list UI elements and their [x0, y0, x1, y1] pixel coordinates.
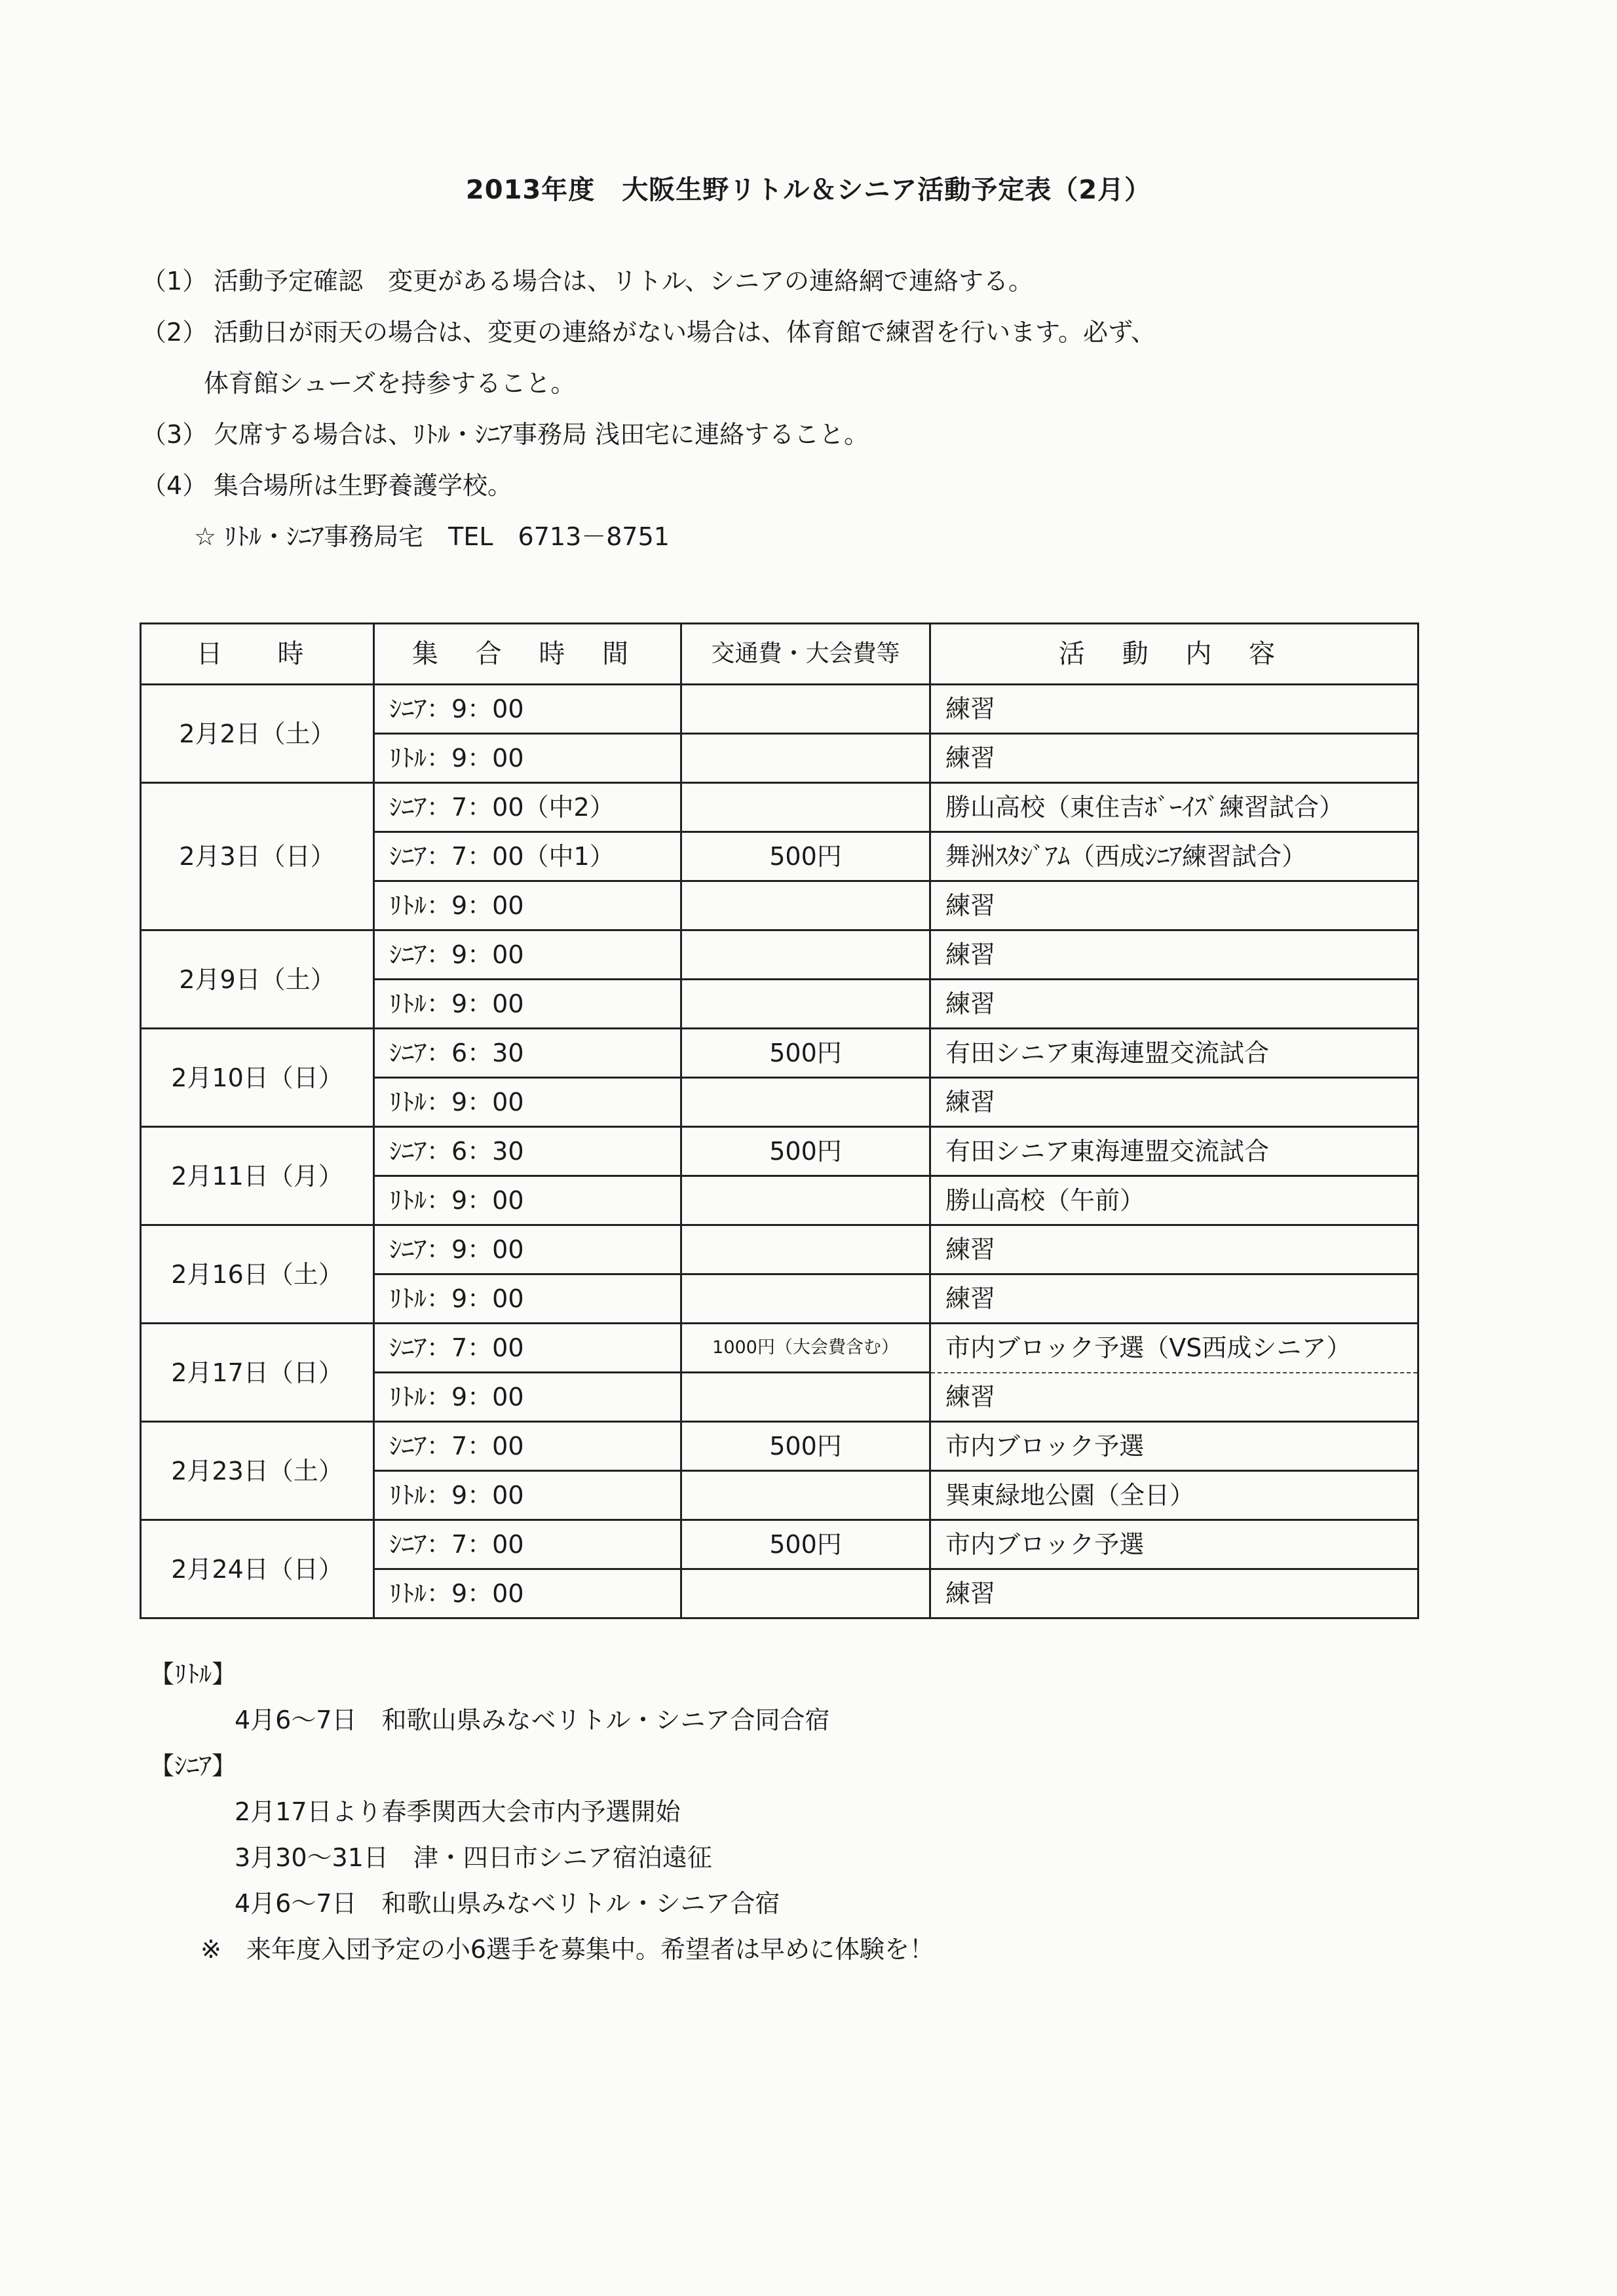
- fee-cell: [681, 685, 930, 734]
- fee-cell: [681, 734, 930, 783]
- activity-cell: 市内ブロック予選: [930, 1520, 1418, 1569]
- date-cell: 2月9日（土）: [141, 930, 374, 1029]
- meeting-time-cell: ﾘﾄﾙ：9：00: [374, 1274, 681, 1324]
- activity-cell: 有田シニア東海連盟交流試合: [930, 1029, 1418, 1078]
- date-cell: 2月17日（日）: [141, 1324, 374, 1422]
- table-row: [141, 930, 1418, 980]
- header-meeting-time: 集 合 時 間: [374, 624, 681, 685]
- meeting-time-cell: ｼﾆｱ：7：00（中2）: [374, 783, 681, 832]
- note-2-continued: [142, 368, 1517, 419]
- senior-item: 3月30～31日 津・四日市シニア宿泊遠征: [235, 1843, 712, 1872]
- little-header: 【ﾘﾄﾙ】: [149, 1660, 237, 1689]
- note-text: 活動日が雨天の場合は、変更の連絡がない場合は、体育館で練習を行います。必ず、: [214, 318, 1156, 347]
- table-row: [141, 1225, 1418, 1274]
- meeting-time-cell: ｼﾆｱ：7：00: [374, 1520, 681, 1569]
- table-header-row: [141, 624, 1418, 685]
- activity-cell: 舞洲ｽﾀｼﾞｱﾑ（西成ｼﾆｱ練習試合）: [930, 832, 1418, 881]
- note-4: [142, 470, 1517, 521]
- fee-cell: 500円: [681, 1029, 930, 1078]
- activity-cell: 勝山高校（午前）: [930, 1176, 1418, 1225]
- activity-cell: 練習: [930, 1569, 1418, 1618]
- note-number: （2）: [142, 318, 208, 347]
- meeting-time-cell: ﾘﾄﾙ：9：00: [374, 734, 681, 783]
- activity-cell: 練習: [930, 734, 1418, 783]
- schedule-table: [140, 622, 1419, 1619]
- meeting-time-cell: ｼﾆｱ：9：00: [374, 1225, 681, 1274]
- date-cell: 2月23日（土）: [141, 1422, 374, 1520]
- activity-cell: 有田シニア東海連盟交流試合: [930, 1127, 1418, 1176]
- meeting-time-cell: ﾘﾄﾙ：9：00: [374, 1078, 681, 1127]
- meeting-time-cell: ｼﾆｱ：9：00: [374, 685, 681, 734]
- fee-cell: [681, 881, 930, 930]
- note-1: [142, 265, 1517, 316]
- activity-cell: 練習: [930, 1078, 1418, 1127]
- table-row: [141, 1127, 1418, 1176]
- meeting-time-cell: ｼﾆｱ：7：00: [374, 1324, 681, 1373]
- meeting-time-cell: ﾘﾄﾙ：9：00: [374, 1569, 681, 1618]
- note-text: 欠席する場合は、ﾘﾄﾙ・ｼﾆｱ事務局 浅田宅に連絡すること。: [214, 420, 869, 449]
- date-cell: 2月24日（日）: [141, 1520, 374, 1618]
- activity-cell: 練習: [930, 1373, 1418, 1422]
- activity-cell: 巽東緑地公園（全日）: [930, 1471, 1418, 1520]
- date-cell: 2月10日（日）: [141, 1029, 374, 1127]
- fee-cell: 500円: [681, 1520, 930, 1569]
- date-cell: 2月11日（月）: [141, 1127, 374, 1225]
- table-row: [141, 1422, 1418, 1471]
- table-row: [141, 783, 1418, 832]
- contact-line: ☆ ﾘﾄﾙ・ｼﾆｱ事務局宅 TEL 6713－8751: [194, 522, 670, 551]
- note-3: [142, 419, 1517, 470]
- meeting-time-cell: ｼﾆｱ：6：30: [374, 1029, 681, 1078]
- note-number: （3）: [142, 420, 208, 449]
- table-row: [141, 1520, 1418, 1569]
- recruit-notice: ※ 来年度入団予定の小6選手を募集中。希望者は早めに体験を！: [200, 1935, 935, 1964]
- activity-cell: 勝山高校（東住吉ﾎﾞｰｲｽﾞ練習試合）: [930, 783, 1418, 832]
- page-title: 2013年度 大阪生野リトル＆シニア活動予定表（2月）: [465, 175, 1152, 205]
- table-row: [141, 685, 1418, 734]
- note-text: 体育館シューズを持参すること。: [204, 369, 576, 398]
- fee-cell: 500円: [681, 832, 930, 881]
- fee-cell: [681, 1373, 930, 1422]
- fee-cell: [681, 1569, 930, 1618]
- activity-cell: 練習: [930, 930, 1418, 980]
- note-text: 集合場所は生野養護学校。: [214, 471, 513, 500]
- activity-cell: 練習: [930, 1274, 1418, 1324]
- meeting-time-cell: ｼﾆｱ：7：00: [374, 1422, 681, 1471]
- fee-cell: [681, 930, 930, 980]
- note-text: 活動予定確認 変更がある場合は、リトル、シニアの連絡網で連絡する。: [214, 267, 1033, 296]
- fee-cell: [681, 1225, 930, 1274]
- activity-cell: 練習: [930, 881, 1418, 930]
- fee-cell: [681, 783, 930, 832]
- date-cell: 2月2日（土）: [141, 685, 374, 783]
- notes-list: [142, 265, 1517, 572]
- fee-cell: [681, 1176, 930, 1225]
- date-cell: 2月3日（日）: [141, 783, 374, 930]
- meeting-time-cell: ｼﾆｱ：6：30: [374, 1127, 681, 1176]
- little-item: 4月6～7日 和歌山県みなベリトル・シニア合同合宿: [235, 1706, 830, 1734]
- fee-cell: [681, 1471, 930, 1520]
- header-fee: 交通費・大会費等: [681, 624, 930, 685]
- fee-cell: 1000円（大会費含む）: [681, 1324, 930, 1373]
- activity-cell: 練習: [930, 685, 1418, 734]
- meeting-time-cell: ﾘﾄﾙ：9：00: [374, 1373, 681, 1422]
- activity-cell: 練習: [930, 980, 1418, 1029]
- meeting-time-cell: ﾘﾄﾙ：9：00: [374, 1471, 681, 1520]
- meeting-time-cell: ﾘﾄﾙ：9：00: [374, 1176, 681, 1225]
- fee-cell: [681, 980, 930, 1029]
- meeting-time-cell: ｼﾆｱ：9：00: [374, 930, 681, 980]
- activity-cell: 市内ブロック予選: [930, 1422, 1418, 1471]
- table-row: [141, 1029, 1418, 1078]
- activity-cell: 練習: [930, 1225, 1418, 1274]
- header-activity: 活 動 内 容: [930, 624, 1418, 685]
- senior-item: 2月17日より春季関西大会市内予選開始: [235, 1797, 681, 1826]
- senior-header: 【ｼﾆｱ】: [149, 1751, 237, 1780]
- activity-cell: 市内ブロック予選（VS西成シニア）: [930, 1324, 1418, 1373]
- meeting-time-cell: ﾘﾄﾙ：9：00: [374, 881, 681, 930]
- senior-item: 4月6～7日 和歌山県みなベリトル・シニア合宿: [235, 1889, 780, 1918]
- note-number: （1）: [142, 267, 208, 296]
- fee-cell: [681, 1274, 930, 1324]
- note-number: （4）: [142, 471, 208, 500]
- note-2: [142, 316, 1517, 368]
- fee-cell: [681, 1078, 930, 1127]
- date-cell: 2月16日（土）: [141, 1225, 374, 1324]
- table-row: [141, 1324, 1418, 1373]
- fee-cell: 500円: [681, 1127, 930, 1176]
- header-date: 日 時: [141, 624, 374, 685]
- meeting-time-cell: ﾘﾄﾙ：9：00: [374, 980, 681, 1029]
- footer-notes: [149, 1651, 1460, 1972]
- fee-cell: 500円: [681, 1422, 930, 1471]
- meeting-time-cell: ｼﾆｱ：7：00（中1）: [374, 832, 681, 881]
